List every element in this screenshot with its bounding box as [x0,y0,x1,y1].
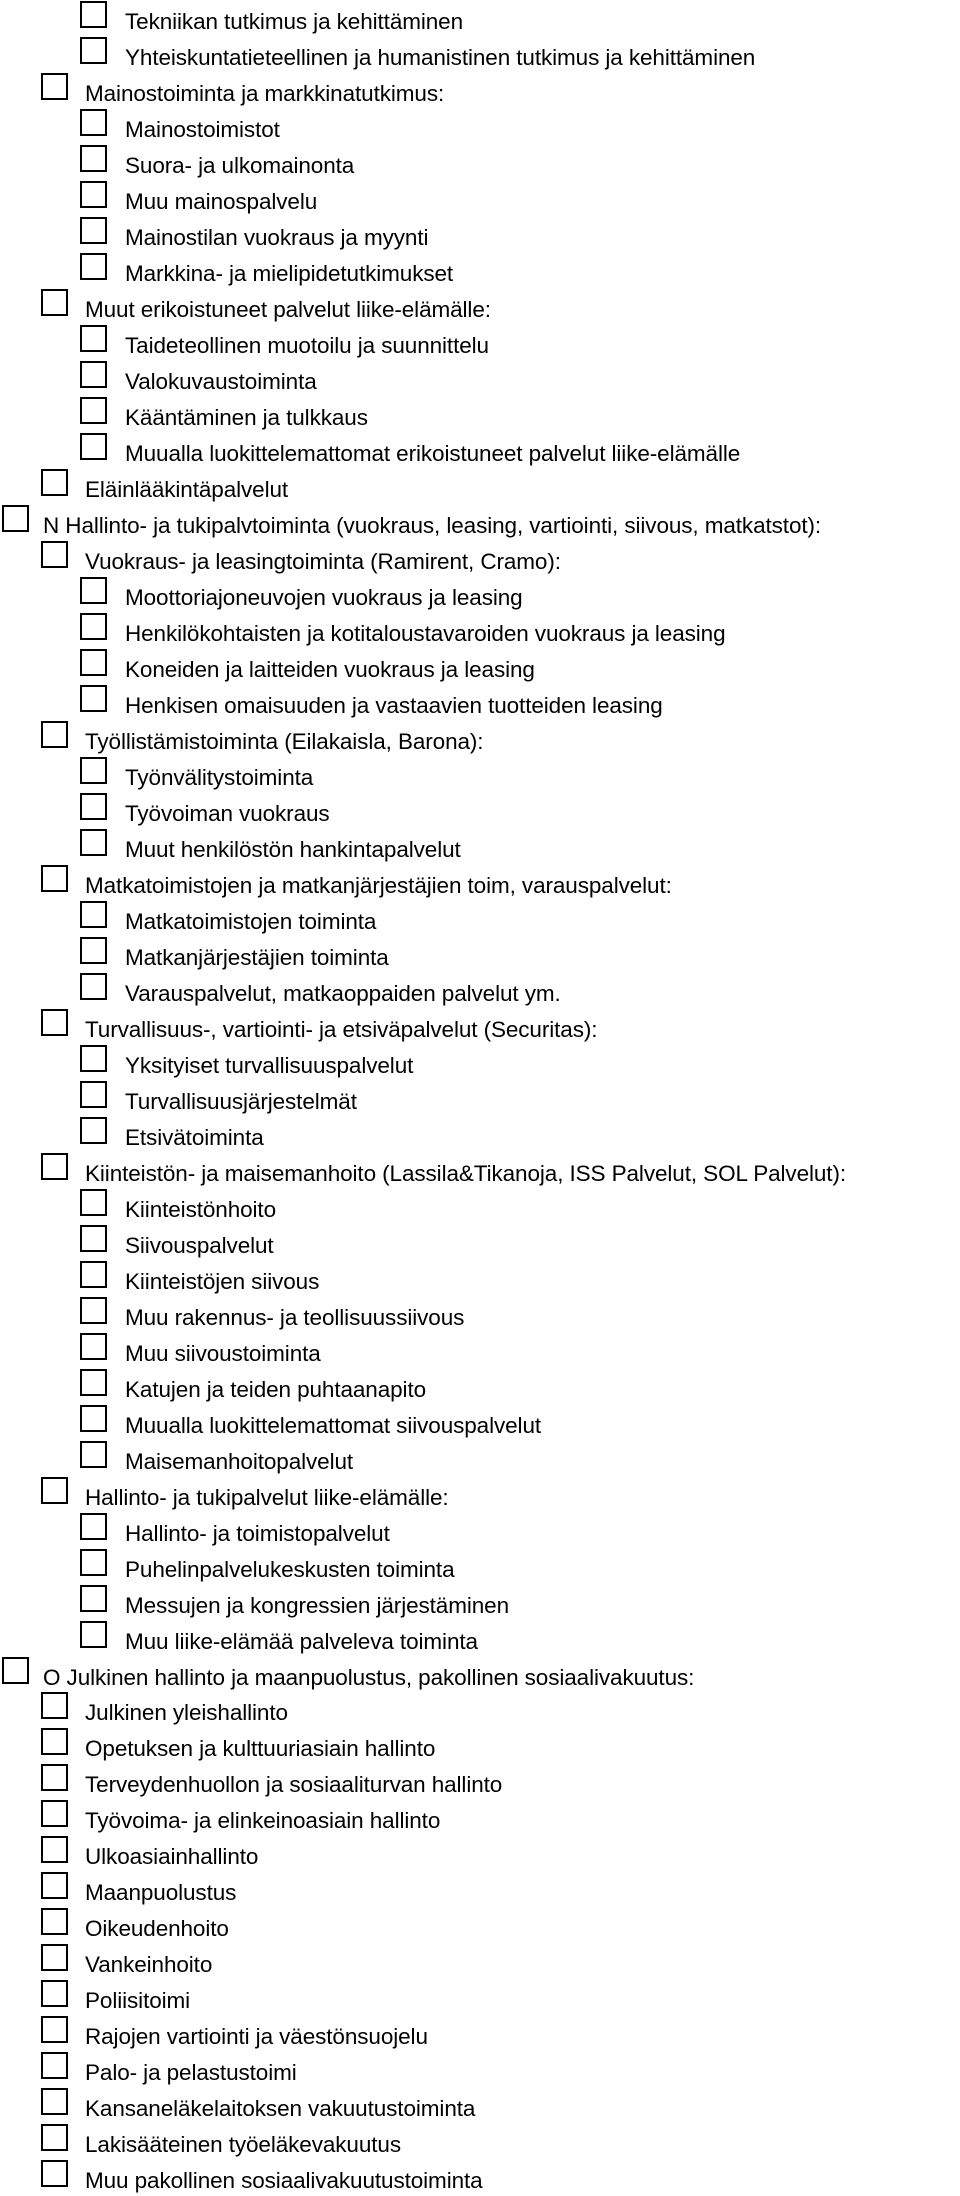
checkbox[interactable] [80,1189,107,1216]
checklist-item-label: Kiinteistönhoito [125,1196,277,1222]
checklist-item-label: Turvallisuus-, vartiointi- ja etsiväpalvelut (Securitas): [85,1016,598,1042]
checklist-item [0,1332,960,1368]
checkbox[interactable] [80,253,107,280]
checklist-item-label: Maisemanhoitopalvelut [125,1448,354,1474]
checkbox[interactable] [41,1872,68,1899]
checklist-item [0,504,960,540]
checklist-item [0,360,960,396]
checklist-item-label: Työvoiman vuokraus [125,800,330,826]
checkbox[interactable] [41,469,68,496]
checkbox[interactable] [80,685,107,712]
checklist-item-label: Muu rakennus- ja teollisuussiivous [125,1304,465,1330]
checklist-item-label: Hallinto- ja toimistopalvelut [125,1520,390,1546]
checklist-item-label: Työnvälitystoiminta [125,764,314,790]
checkbox[interactable] [80,973,107,1000]
checkbox[interactable] [80,1441,107,1468]
checklist-item [0,288,960,324]
checklist-item-label: Muut henkilöstön hankintapalvelut [125,836,461,862]
checklist-item-label: Julkinen yleishallinto [85,1700,288,1726]
checkbox[interactable] [2,505,29,532]
checklist-item [0,1656,960,1692]
checklist-item [0,72,960,108]
checklist-item [0,216,960,252]
checkbox[interactable] [80,1261,107,1288]
checklist-item [0,180,960,216]
checklist-item [0,1080,960,1116]
checklist-item [0,2123,960,2159]
checkbox[interactable] [80,145,107,172]
checklist-item-label: Matkanjärjestäjien toiminta [125,944,389,970]
checklist-item-label: Yhteiskuntatieteellinen ja humanistinen tutkimus ja kehittäminen [125,45,756,70]
checklist-item-label: Vuokraus- ja leasingtoiminta (Ramirent, Cramo): [85,548,561,574]
checklist-item [0,1368,960,1404]
checkbox[interactable] [80,397,107,424]
checklist-item-label: Katujen ja teiden puhtaanapito [125,1376,427,1402]
checkbox[interactable] [41,541,68,568]
checklist-item [0,1799,960,1835]
checkbox[interactable] [41,2160,68,2187]
checklist-item [0,324,960,360]
checklist-item [0,1476,960,1512]
checklist-item-label: Lakisääteinen työeläkevakuutus [85,2132,401,2158]
checklist-item-label: Muut erikoistuneet palvelut liike-elämälle: [85,297,491,322]
checkbox[interactable] [41,289,68,316]
checklist-item [0,2015,960,2051]
checklist-item [0,1835,960,1871]
checklist-item-label: Hallinto- ja tukipalvelut liike-elämälle: [85,1484,449,1510]
checkbox[interactable] [41,1800,68,1827]
checkbox[interactable] [41,1980,68,2007]
checklist-item [0,756,960,792]
checklist-item [0,828,960,864]
checklist-item [0,1440,960,1476]
checklist-item [0,1620,960,1656]
checklist-item [0,936,960,972]
checklist-item-label: Matkatoimistojen toiminta [125,908,377,934]
checklist-item-label: Työllistämistoiminta (Eilakaisla, Barona): [85,728,484,754]
checklist-item [0,684,960,720]
checklist-item [0,720,960,756]
checkbox[interactable] [80,325,107,352]
checklist-item-label: Messujen ja kongressien järjestäminen [125,1592,509,1618]
checklist-item-label: Henkilökohtaisten ja kotitaloustavaroiden vuokraus ja leasing [125,620,726,646]
checklist-item [0,2087,960,2123]
checklist-item [0,972,960,1008]
checklist-item [0,2159,960,2195]
checklist-item-label: N Hallinto- ja tukipalvtoiminta (vuokraus, leasing, vartiointi, siivous, matkatstot): [43,513,822,538]
checklist-item-label: Kääntäminen ja tulkkaus [125,405,368,430]
checklist-item [0,1907,960,1943]
checklist-item-label: Ulkoasiainhallinto [85,1844,259,1870]
checklist-item [0,1152,960,1188]
checkbox[interactable] [80,217,107,244]
checkbox[interactable] [80,577,107,604]
checklist-item-label: Muualla luokittelemattomat siivouspalvelut [125,1412,542,1438]
checklist-item [0,612,960,648]
checklist-item-label: Suora- ja ulkomainonta [125,153,355,178]
checklist-item-label: Poliisitoimi [85,1988,191,2014]
checkbox[interactable] [80,1585,107,1612]
checklist-item-label: Matkatoimistojen ja matkanjärjestäjien toim, varauspalvelut: [85,872,672,898]
checklist-item [0,576,960,612]
checklist-item-label: Opetuksen ja kulttuuriasiain hallinto [85,1736,436,1762]
checklist-item-label: Varauspalvelut, matkaoppaiden palvelut ym. [125,980,561,1006]
checkbox[interactable] [2,1657,29,1684]
checklist-item-label: Henkisen omaisuuden ja vastaavien tuotteiden leasing [125,692,663,718]
checklist-item [0,1296,960,1332]
checkbox[interactable] [41,2124,68,2151]
checklist-item-label: Etsivätoiminta [125,1124,264,1150]
checklist-item [0,648,960,684]
checklist-item-label: Terveydenhuollon ja sosiaaliturvan hallinto [85,1772,503,1798]
checklist-item [0,2051,960,2087]
checkbox[interactable] [80,1297,107,1324]
checkbox[interactable] [41,73,68,100]
checklist-item [0,0,960,36]
checkbox[interactable] [80,1549,107,1576]
checklist-item-label: Mainostoiminta ja markkinatutkimus: [85,81,445,106]
checkbox[interactable] [80,361,107,388]
checklist-item-label: Markkina- ja mielipidetutkimukset [125,261,454,286]
checkbox[interactable] [41,1944,68,1971]
checklist-item [0,108,960,144]
checklist-item [0,1512,960,1548]
checklist-item [0,864,960,900]
checklist-item-label: Eläinlääkintäpalvelut [85,477,289,502]
checkbox[interactable] [41,1692,68,1719]
checklist-item [0,396,960,432]
checklist-item-label: Turvallisuusjärjestelmät [125,1088,357,1114]
checklist-item [0,468,960,504]
checkbox[interactable] [80,901,107,928]
checkbox[interactable] [41,865,68,892]
checklist-item-label: Kiinteistöjen siivous [125,1268,320,1294]
checklist-item-label: Muu liike-elämää palveleva toiminta [125,1628,478,1654]
checkbox[interactable] [80,1081,107,1108]
checklist-item-label: Siivouspalvelut [125,1232,274,1258]
checkbox[interactable] [80,181,107,208]
checklist-item-label: O Julkinen hallinto ja maanpuolustus, pakollinen sosiaalivakuutus: [43,1664,695,1690]
checkbox[interactable] [80,1621,107,1648]
checkbox[interactable] [80,649,107,676]
checklist-item-label: Muu mainospalvelu [125,189,318,214]
checklist-item [0,1404,960,1440]
checklist-item-label: Muu pakollinen sosiaalivakuutustoiminta [85,2168,483,2194]
checklist-item-label: Mainostilan vuokraus ja myynti [125,225,429,250]
checkbox[interactable] [80,757,107,784]
checkbox[interactable] [41,1908,68,1935]
checklist-item [0,1224,960,1260]
checkbox[interactable] [80,613,107,640]
checklist-item-label: Yksityiset turvallisuuspalvelut [125,1052,414,1078]
checkbox[interactable] [80,433,107,460]
checklist-item-label: Maanpuolustus [85,1880,237,1906]
checklist-item-label: Muualla luokittelemattomat erikoistuneet palvelut liike-elämälle [125,441,741,466]
checklist-item [0,1763,960,1799]
checkbox[interactable] [80,1333,107,1360]
checkbox[interactable] [80,1405,107,1432]
checkbox[interactable] [80,1225,107,1252]
checklist-item-label: Koneiden ja laitteiden vuokraus ja leasing [125,656,535,682]
checklist-item-label: Rajojen vartiointi ja väestönsuojelu [85,2024,428,2050]
checklist-item-label: Palo- ja pelastustoimi [85,2060,297,2086]
checkbox[interactable] [80,829,107,856]
checkbox[interactable] [80,1117,107,1144]
checklist-item [0,1008,960,1044]
checklist-item [0,1584,960,1620]
checklist-item [0,792,960,828]
checkbox[interactable] [80,937,107,964]
checklist-item [0,252,960,288]
checkbox[interactable] [41,2088,68,2115]
checklist-item-label: Mainostoimistot [125,117,280,142]
checklist-item-label: Kansaneläkelaitoksen vakuutustoiminta [85,2096,476,2122]
checklist-item [0,1044,960,1080]
checklist-item-label: Kiinteistön- ja maisemanhoito (Lassila&Tikanoja, ISS Palvelut, SOL Palvelut): [85,1160,846,1186]
checkbox[interactable] [80,1045,107,1072]
checkbox[interactable] [80,1,107,28]
checklist-item-label: Moottoriajoneuvojen vuokraus ja leasing [125,584,523,610]
checklist-item [0,36,960,72]
checklist-item-label: Työvoima- ja elinkeinoasiain hallinto [85,1808,441,1834]
checkbox[interactable] [41,721,68,748]
checklist-item [0,1979,960,2015]
checkbox[interactable] [80,109,107,136]
checkbox[interactable] [80,1513,107,1540]
checklist-item-label: Puhelinpalvelukeskusten toiminta [125,1556,455,1582]
checklist-item [0,1188,960,1224]
checklist-item [0,144,960,180]
checklist-item [0,1691,960,1727]
checklist-item-label: Muu siivoustoiminta [125,1340,321,1366]
checklist-item [0,1548,960,1584]
checklist-item-label: Tekniikan tutkimus ja kehittäminen [125,9,464,34]
checklist-item-label: Valokuvaustoiminta [125,369,317,394]
checklist-item [0,540,960,576]
checklist-item [0,1871,960,1907]
checkbox[interactable] [80,793,107,820]
checkbox[interactable] [41,1477,68,1504]
checkbox[interactable] [41,1728,68,1755]
checklist-item-label: Oikeudenhoito [85,1916,229,1942]
checklist-item [0,1116,960,1152]
checkbox[interactable] [41,2016,68,2043]
checkbox[interactable] [41,1153,68,1180]
checklist-item-label: Vankeinhoito [85,1952,213,1978]
checklist-item [0,900,960,936]
checkbox[interactable] [80,1369,107,1396]
checkbox[interactable] [41,1764,68,1791]
checkbox[interactable] [41,1836,68,1863]
checklist-item [0,432,960,468]
checkbox[interactable] [80,37,107,64]
checkbox[interactable] [41,1009,68,1036]
checklist-item [0,1943,960,1979]
checklist-item-label: Taideteollinen muotoilu ja suunnittelu [125,333,489,358]
checklist-item [0,1260,960,1296]
checklist-item [0,1727,960,1763]
checkbox[interactable] [41,2052,68,2079]
